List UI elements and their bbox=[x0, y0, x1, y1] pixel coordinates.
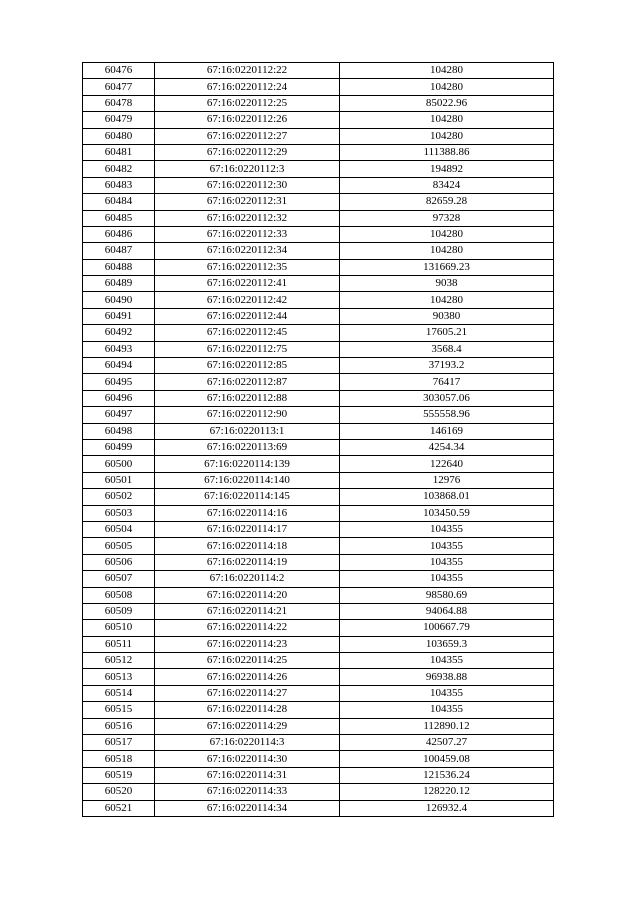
table-row bbox=[83, 194, 554, 210]
value-cell: 3568.4 bbox=[340, 341, 554, 357]
value-cell: 103450.59 bbox=[340, 505, 554, 521]
cadastral-number-cell: 67:16:0220112:85 bbox=[155, 358, 340, 374]
table-row bbox=[83, 144, 554, 160]
row-number-cell: 60481 bbox=[83, 144, 155, 160]
table-row bbox=[83, 653, 554, 669]
value-cell: 104280 bbox=[340, 79, 554, 95]
table-row bbox=[83, 603, 554, 619]
row-number-cell: 60487 bbox=[83, 243, 155, 259]
value-cell: 85022.96 bbox=[340, 95, 554, 111]
table-row bbox=[83, 669, 554, 685]
cadastral-number-cell: 67:16:0220112:42 bbox=[155, 292, 340, 308]
cadastral-number-cell: 67:16:0220112:75 bbox=[155, 341, 340, 357]
value-cell: 17605.21 bbox=[340, 325, 554, 341]
table-row bbox=[83, 325, 554, 341]
value-cell: 104355 bbox=[340, 653, 554, 669]
table-row bbox=[83, 407, 554, 423]
cadastral-number-cell: 67:16:0220114:20 bbox=[155, 587, 340, 603]
table-row bbox=[83, 587, 554, 603]
cadastral-number-cell: 67:16:0220113:1 bbox=[155, 423, 340, 439]
row-number-cell: 60504 bbox=[83, 521, 155, 537]
value-cell: 103659.3 bbox=[340, 636, 554, 652]
row-number-cell: 60497 bbox=[83, 407, 155, 423]
value-cell: 104355 bbox=[340, 702, 554, 718]
row-number-cell: 60514 bbox=[83, 685, 155, 701]
cadastral-number-cell: 67:16:0220114:3 bbox=[155, 735, 340, 751]
table-row bbox=[83, 423, 554, 439]
table-row bbox=[83, 751, 554, 767]
cadastral-number-cell: 67:16:0220113:69 bbox=[155, 439, 340, 455]
table-row bbox=[83, 95, 554, 111]
row-number-cell: 60485 bbox=[83, 210, 155, 226]
row-number-cell: 60490 bbox=[83, 292, 155, 308]
table-row bbox=[83, 128, 554, 144]
table-row bbox=[83, 439, 554, 455]
cadastral-number-cell: 67:16:0220114:140 bbox=[155, 472, 340, 488]
row-number-cell: 60499 bbox=[83, 439, 155, 455]
value-cell: 83424 bbox=[340, 177, 554, 193]
value-cell: 104280 bbox=[340, 112, 554, 128]
table-row bbox=[83, 521, 554, 537]
value-cell: 194892 bbox=[340, 161, 554, 177]
row-number-cell: 60477 bbox=[83, 79, 155, 95]
cadastral-number-cell: 67:16:0220112:27 bbox=[155, 128, 340, 144]
cadastral-number-cell: 67:16:0220112:25 bbox=[155, 95, 340, 111]
table-row bbox=[83, 161, 554, 177]
table-row bbox=[83, 276, 554, 292]
value-cell: 104355 bbox=[340, 554, 554, 570]
row-number-cell: 60495 bbox=[83, 374, 155, 390]
cadastral-number-cell: 67:16:0220114:22 bbox=[155, 620, 340, 636]
row-number-cell: 60486 bbox=[83, 226, 155, 242]
value-cell: 98580.69 bbox=[340, 587, 554, 603]
row-number-cell: 60483 bbox=[83, 177, 155, 193]
row-number-cell: 60488 bbox=[83, 259, 155, 275]
cadastral-number-cell: 67:16:0220112:3 bbox=[155, 161, 340, 177]
table-row bbox=[83, 620, 554, 636]
cadastral-number-cell: 67:16:0220114:34 bbox=[155, 800, 340, 816]
cadastral-number-cell: 67:16:0220114:2 bbox=[155, 571, 340, 587]
cadastral-number-cell: 67:16:0220112:22 bbox=[155, 63, 340, 79]
cadastral-number-cell: 67:16:0220112:26 bbox=[155, 112, 340, 128]
row-number-cell: 60476 bbox=[83, 63, 155, 79]
value-cell: 37193.2 bbox=[340, 358, 554, 374]
cadastral-number-cell: 67:16:0220114:30 bbox=[155, 751, 340, 767]
value-cell: 103868.01 bbox=[340, 489, 554, 505]
table-row bbox=[83, 800, 554, 816]
value-cell: 104280 bbox=[340, 226, 554, 242]
cadastral-number-cell: 67:16:0220112:88 bbox=[155, 390, 340, 406]
table-row bbox=[83, 456, 554, 472]
row-number-cell: 60500 bbox=[83, 456, 155, 472]
value-cell: 555558.96 bbox=[340, 407, 554, 423]
row-number-cell: 60489 bbox=[83, 276, 155, 292]
table-row bbox=[83, 636, 554, 652]
table-body bbox=[83, 63, 554, 817]
cadastral-number-cell: 67:16:0220114:27 bbox=[155, 685, 340, 701]
table-row bbox=[83, 718, 554, 734]
row-number-cell: 60501 bbox=[83, 472, 155, 488]
value-cell: 9038 bbox=[340, 276, 554, 292]
cadastral-number-cell: 67:16:0220112:30 bbox=[155, 177, 340, 193]
value-cell: 76417 bbox=[340, 374, 554, 390]
value-cell: 146169 bbox=[340, 423, 554, 439]
table-row bbox=[83, 735, 554, 751]
row-number-cell: 60513 bbox=[83, 669, 155, 685]
cadastral-number-cell: 67:16:0220112:44 bbox=[155, 308, 340, 324]
table-row bbox=[83, 702, 554, 718]
cadastral-number-cell: 67:16:0220114:26 bbox=[155, 669, 340, 685]
table-row bbox=[83, 243, 554, 259]
row-number-cell: 60492 bbox=[83, 325, 155, 341]
value-cell: 112890.12 bbox=[340, 718, 554, 734]
row-number-cell: 60502 bbox=[83, 489, 155, 505]
value-cell: 104355 bbox=[340, 521, 554, 537]
row-number-cell: 60506 bbox=[83, 554, 155, 570]
cadastral-number-cell: 67:16:0220112:24 bbox=[155, 79, 340, 95]
table-row bbox=[83, 210, 554, 226]
row-number-cell: 60517 bbox=[83, 735, 155, 751]
table-row bbox=[83, 767, 554, 783]
table-row bbox=[83, 538, 554, 554]
cadastral-number-cell: 67:16:0220114:23 bbox=[155, 636, 340, 652]
value-cell: 104280 bbox=[340, 128, 554, 144]
row-number-cell: 60503 bbox=[83, 505, 155, 521]
table-row bbox=[83, 341, 554, 357]
table-row bbox=[83, 374, 554, 390]
cadastral-value-table bbox=[82, 62, 554, 817]
table-row bbox=[83, 177, 554, 193]
row-number-cell: 60521 bbox=[83, 800, 155, 816]
value-cell: 12976 bbox=[340, 472, 554, 488]
value-cell: 42507.27 bbox=[340, 735, 554, 751]
table-row bbox=[83, 472, 554, 488]
value-cell: 90380 bbox=[340, 308, 554, 324]
cadastral-number-cell: 67:16:0220112:35 bbox=[155, 259, 340, 275]
value-cell: 104355 bbox=[340, 571, 554, 587]
value-cell: 96938.88 bbox=[340, 669, 554, 685]
table-row bbox=[83, 390, 554, 406]
table-row bbox=[83, 554, 554, 570]
row-number-cell: 60480 bbox=[83, 128, 155, 144]
cadastral-number-cell: 67:16:0220112:45 bbox=[155, 325, 340, 341]
cadastral-number-cell: 67:16:0220112:29 bbox=[155, 144, 340, 160]
value-cell: 100459.08 bbox=[340, 751, 554, 767]
cadastral-number-cell: 67:16:0220114:21 bbox=[155, 603, 340, 619]
row-number-cell: 60508 bbox=[83, 587, 155, 603]
cadastral-number-cell: 67:16:0220112:87 bbox=[155, 374, 340, 390]
row-number-cell: 60520 bbox=[83, 784, 155, 800]
table-row bbox=[83, 685, 554, 701]
value-cell: 128220.12 bbox=[340, 784, 554, 800]
row-number-cell: 60493 bbox=[83, 341, 155, 357]
table-row bbox=[83, 784, 554, 800]
value-cell: 100667.79 bbox=[340, 620, 554, 636]
cadastral-number-cell: 67:16:0220114:17 bbox=[155, 521, 340, 537]
value-cell: 104280 bbox=[340, 243, 554, 259]
row-number-cell: 60478 bbox=[83, 95, 155, 111]
value-cell: 104280 bbox=[340, 63, 554, 79]
cadastral-number-cell: 67:16:0220112:33 bbox=[155, 226, 340, 242]
value-cell: 122640 bbox=[340, 456, 554, 472]
cadastral-number-cell: 67:16:0220112:31 bbox=[155, 194, 340, 210]
table-row bbox=[83, 63, 554, 79]
value-cell: 104355 bbox=[340, 538, 554, 554]
table-row bbox=[83, 226, 554, 242]
table-row bbox=[83, 308, 554, 324]
value-cell: 104355 bbox=[340, 685, 554, 701]
value-cell: 4254.34 bbox=[340, 439, 554, 455]
row-number-cell: 60484 bbox=[83, 194, 155, 210]
cadastral-number-cell: 67:16:0220114:19 bbox=[155, 554, 340, 570]
cadastral-number-cell: 67:16:0220112:90 bbox=[155, 407, 340, 423]
row-number-cell: 60494 bbox=[83, 358, 155, 374]
cadastral-number-cell: 67:16:0220114:18 bbox=[155, 538, 340, 554]
table-row bbox=[83, 112, 554, 128]
value-cell: 94064.88 bbox=[340, 603, 554, 619]
row-number-cell: 60511 bbox=[83, 636, 155, 652]
cadastral-number-cell: 67:16:0220112:32 bbox=[155, 210, 340, 226]
row-number-cell: 60519 bbox=[83, 767, 155, 783]
table-row bbox=[83, 292, 554, 308]
cadastral-number-cell: 67:16:0220112:41 bbox=[155, 276, 340, 292]
row-number-cell: 60515 bbox=[83, 702, 155, 718]
row-number-cell: 60516 bbox=[83, 718, 155, 734]
value-cell: 104280 bbox=[340, 292, 554, 308]
table-row bbox=[83, 489, 554, 505]
value-cell: 303057.06 bbox=[340, 390, 554, 406]
table-row bbox=[83, 358, 554, 374]
value-cell: 131669.23 bbox=[340, 259, 554, 275]
cadastral-number-cell: 67:16:0220114:29 bbox=[155, 718, 340, 734]
value-cell: 126932.4 bbox=[340, 800, 554, 816]
row-number-cell: 60505 bbox=[83, 538, 155, 554]
row-number-cell: 60510 bbox=[83, 620, 155, 636]
table-row bbox=[83, 571, 554, 587]
cadastral-number-cell: 67:16:0220114:139 bbox=[155, 456, 340, 472]
row-number-cell: 60496 bbox=[83, 390, 155, 406]
cadastral-number-cell: 67:16:0220112:34 bbox=[155, 243, 340, 259]
cadastral-number-cell: 67:16:0220114:31 bbox=[155, 767, 340, 783]
row-number-cell: 60518 bbox=[83, 751, 155, 767]
cadastral-number-cell: 67:16:0220114:25 bbox=[155, 653, 340, 669]
row-number-cell: 60512 bbox=[83, 653, 155, 669]
row-number-cell: 60509 bbox=[83, 603, 155, 619]
row-number-cell: 60482 bbox=[83, 161, 155, 177]
cadastral-number-cell: 67:16:0220114:145 bbox=[155, 489, 340, 505]
table-row bbox=[83, 505, 554, 521]
row-number-cell: 60479 bbox=[83, 112, 155, 128]
value-cell: 97328 bbox=[340, 210, 554, 226]
row-number-cell: 60507 bbox=[83, 571, 155, 587]
value-cell: 111388.86 bbox=[340, 144, 554, 160]
table-row bbox=[83, 259, 554, 275]
row-number-cell: 60498 bbox=[83, 423, 155, 439]
cadastral-number-cell: 67:16:0220114:33 bbox=[155, 784, 340, 800]
table-row bbox=[83, 79, 554, 95]
cadastral-number-cell: 67:16:0220114:28 bbox=[155, 702, 340, 718]
row-number-cell: 60491 bbox=[83, 308, 155, 324]
cadastral-number-cell: 67:16:0220114:16 bbox=[155, 505, 340, 521]
value-cell: 82659.28 bbox=[340, 194, 554, 210]
value-cell: 121536.24 bbox=[340, 767, 554, 783]
